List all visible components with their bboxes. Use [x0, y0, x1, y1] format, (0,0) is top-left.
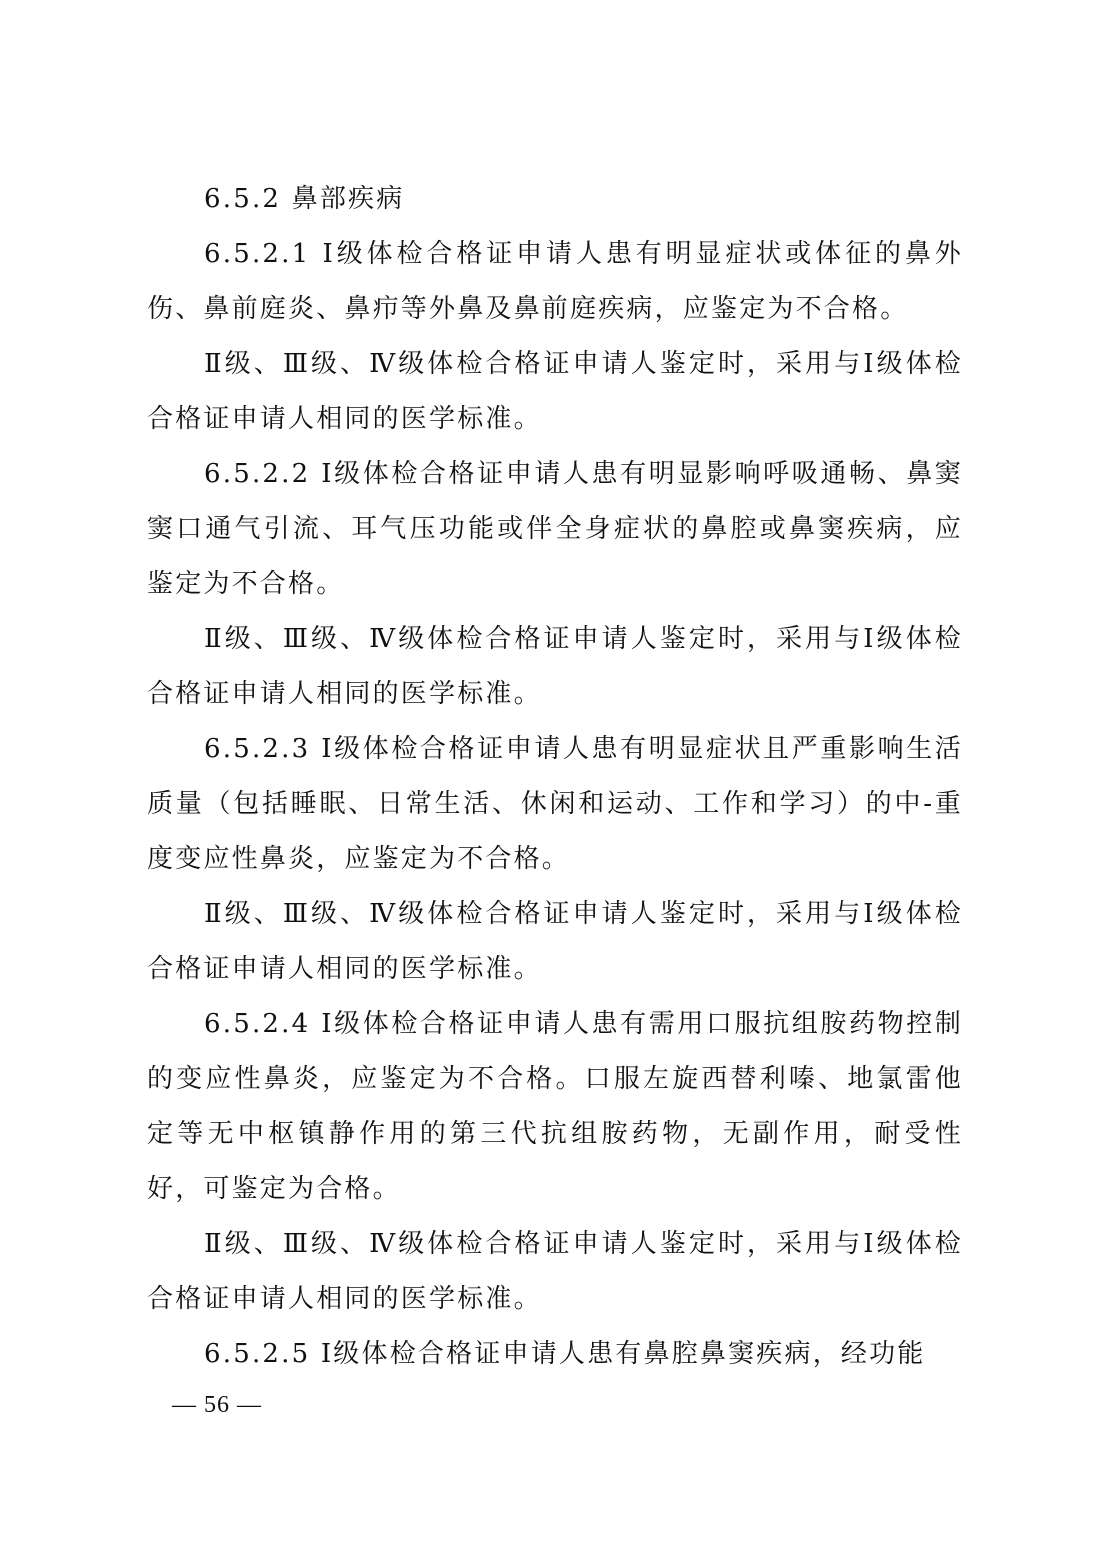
clause-6-5-2-3-other-classes: Ⅱ级、Ⅲ级、Ⅳ级体检合格证申请人鉴定时，采用与Ⅰ级体检合格证申请人相同的医学标准。	[147, 899, 963, 984]
clause-6-5-2-1-other-classes: Ⅱ级、Ⅲ级、Ⅳ级体检合格证申请人鉴定时，采用与Ⅰ级体检合格证申请人相同的医学标准。	[147, 349, 963, 434]
page-number: — 56 —	[172, 1392, 262, 1418]
body-text	[147, 172, 963, 1382]
clause-6-5-2-2: 6.5.2.2 Ⅰ级体检合格证申请人患有明显影响呼吸通畅、鼻窦窦口通气引流、耳气压功能或伴全身症状的鼻腔或鼻窦疾病，应鉴定为不合格。	[147, 459, 963, 599]
section-heading: 6.5.2 鼻部疾病	[204, 184, 405, 214]
clause-6-5-2-1: 6.5.2.1 Ⅰ级体检合格证申请人患有明显症状或体征的鼻外伤、鼻前庭炎、鼻疖等外鼻及鼻前庭疾病，应鉴定为不合格。	[147, 239, 963, 324]
clause-6-5-2-2-other-classes: Ⅱ级、Ⅲ级、Ⅳ级体检合格证申请人鉴定时，采用与Ⅰ级体检合格证申请人相同的医学标准。	[147, 624, 963, 709]
clause-6-5-2-4-other-classes: Ⅱ级、Ⅲ级、Ⅳ级体检合格证申请人鉴定时，采用与Ⅰ级体检合格证申请人相同的医学标准。	[147, 1229, 963, 1314]
clause-6-5-2-3: 6.5.2.3 Ⅰ级体检合格证申请人患有明显症状且严重影响生活质量（包括睡眠、日常生活、休闲和运动、工作和学习）的中-重度变应性鼻炎，应鉴定为不合格。	[147, 734, 963, 874]
clause-6-5-2-5: 6.5.2.5 Ⅰ级体检合格证申请人患有鼻腔鼻窦疾病，经功能	[204, 1339, 926, 1369]
clause-6-5-2-4: 6.5.2.4 Ⅰ级体检合格证申请人患有需用口服抗组胺药物控制的变应性鼻炎，应鉴定为不合格。口服左旋西替利嗪、地氯雷他定等无中枢镇静作用的第三代抗组胺药物，无副作用，耐受性好，可鉴定为合格。	[147, 1009, 963, 1204]
